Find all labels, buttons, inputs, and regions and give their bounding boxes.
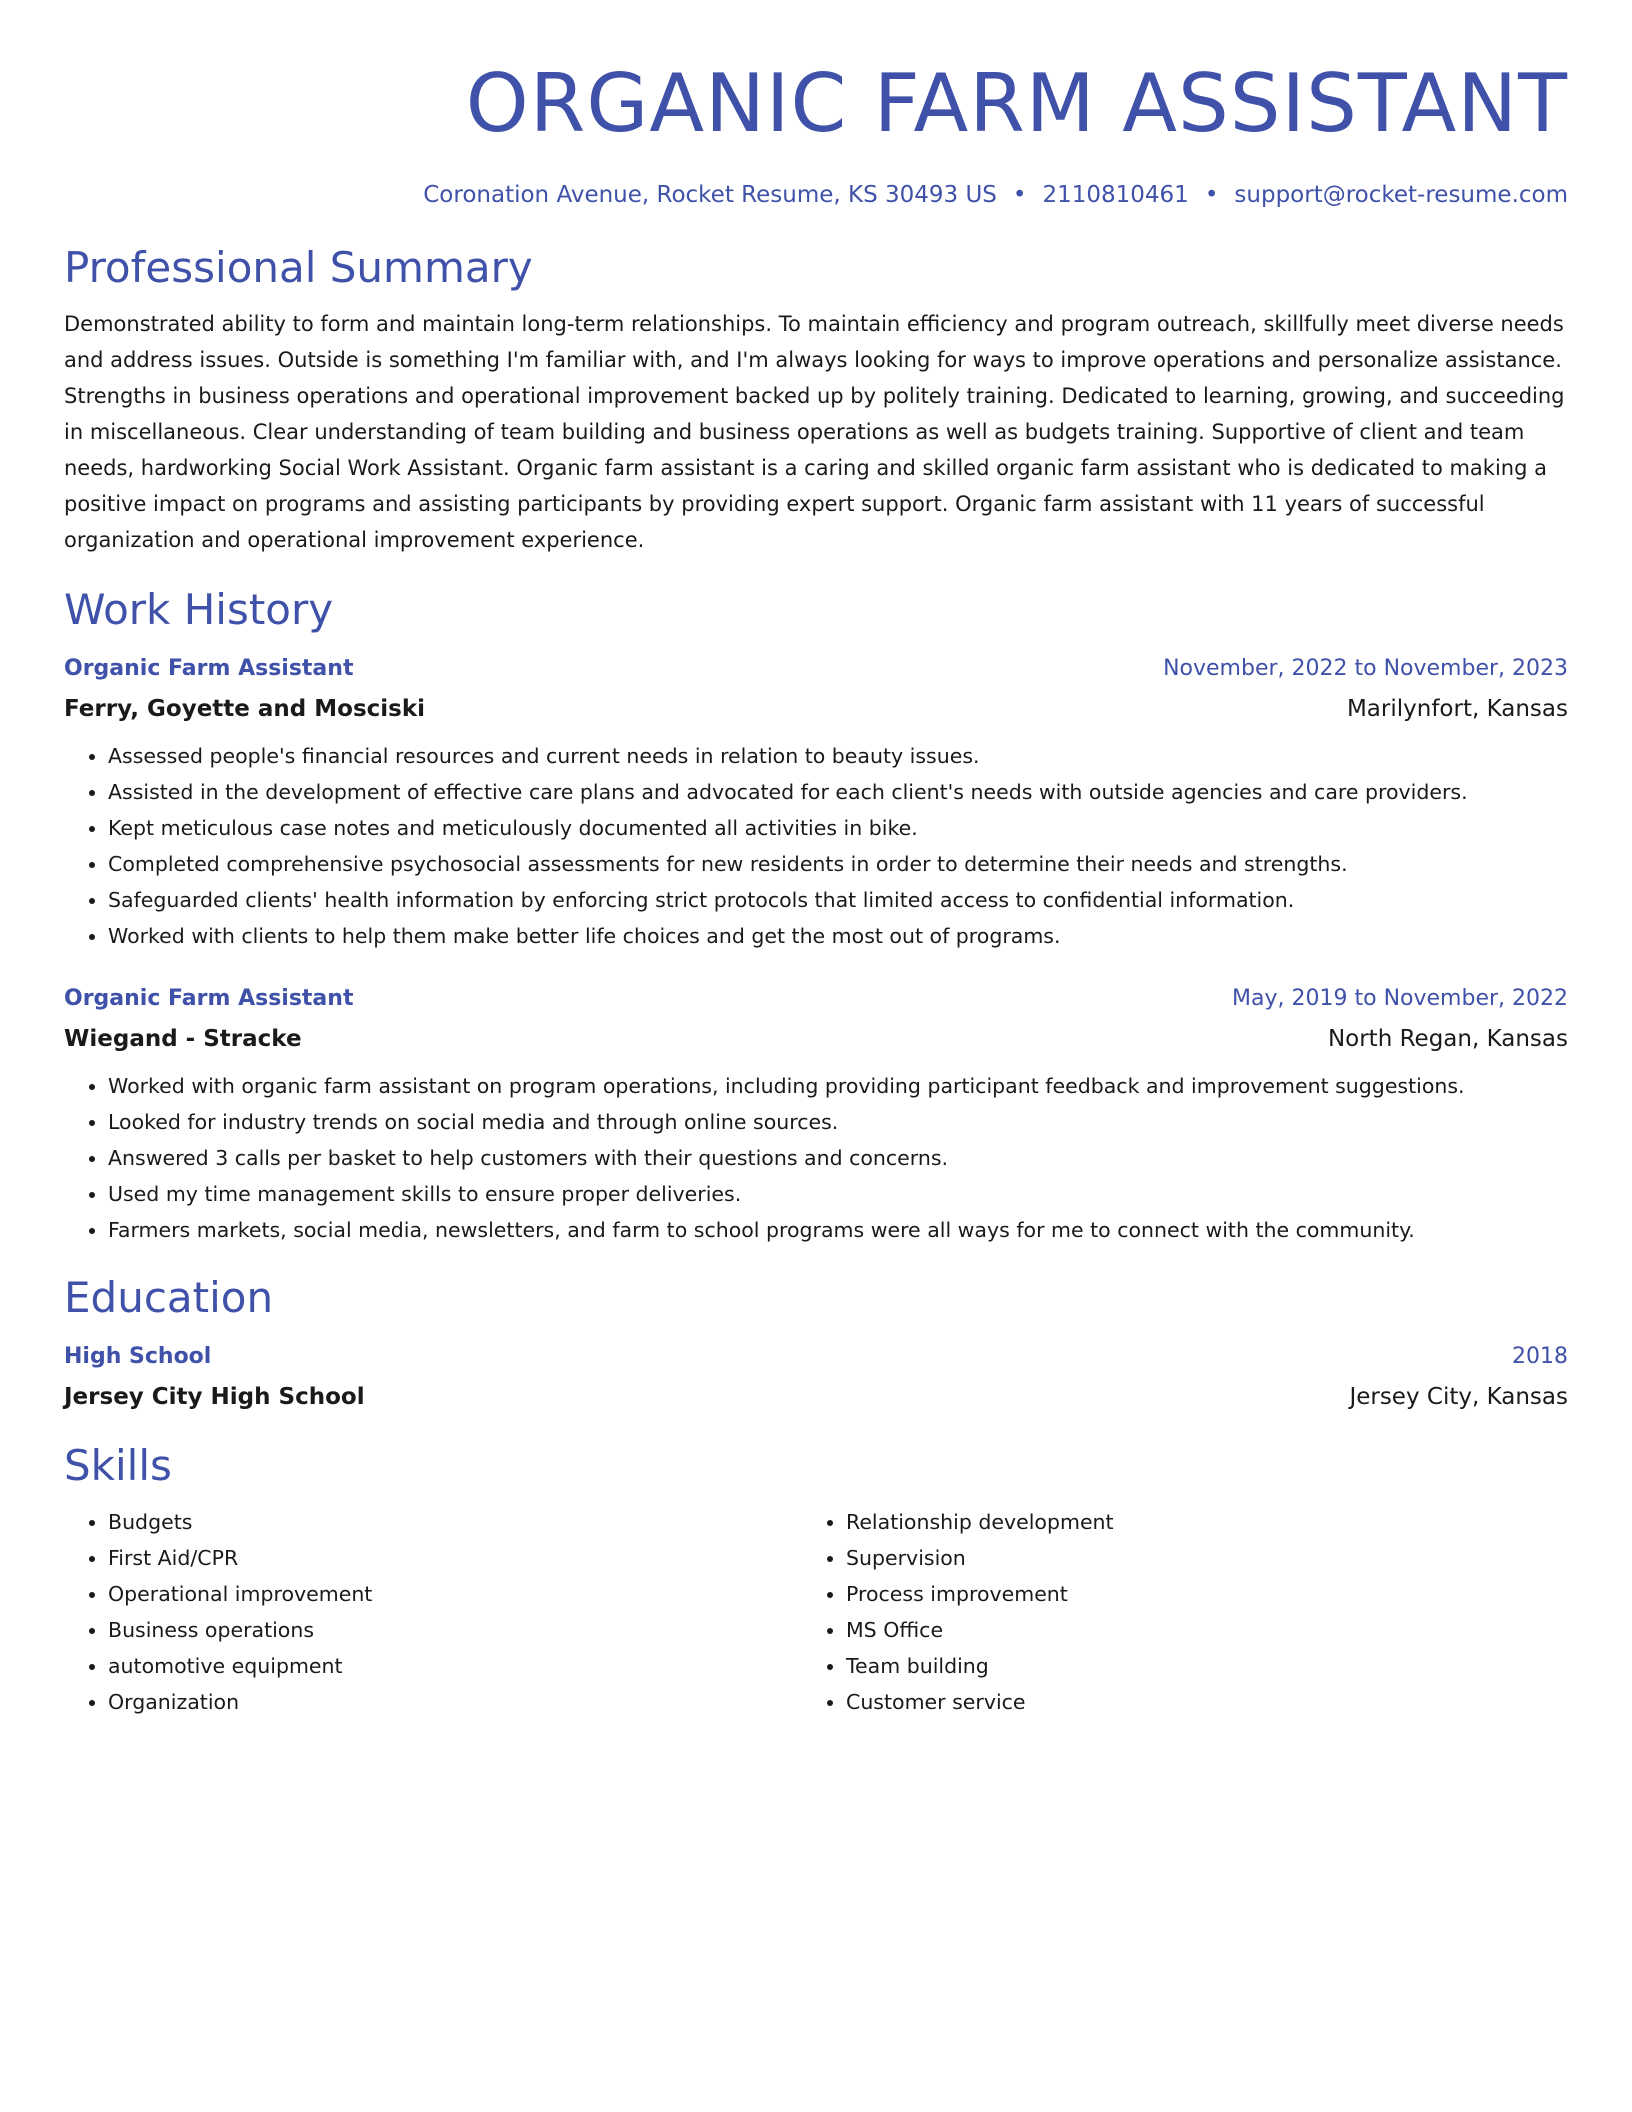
education-degree: High School bbox=[64, 1344, 212, 1369]
skill-item: • Process improvement bbox=[846, 1576, 1540, 1612]
separator-dot: • bbox=[1204, 182, 1219, 208]
skill-item: • Customer service bbox=[846, 1684, 1540, 1720]
skill-item: • Organization bbox=[108, 1684, 802, 1720]
list-item: • Worked with organic farm assistant on program operations, including providing participant feedback and improvement suggestions. bbox=[108, 1068, 1568, 1104]
skills-list bbox=[64, 1504, 1568, 1720]
address: Coronation Avenue, Rocket Resume, KS 30493 US bbox=[423, 182, 997, 208]
skill-item: • MS Office bbox=[846, 1612, 1540, 1648]
list-item: • Assessed people's financial resources and current needs in relation to beauty issues. bbox=[108, 738, 1568, 774]
email-link[interactable]: support@rocket-resume.com bbox=[1234, 182, 1568, 208]
skill-item: • Relationship development bbox=[846, 1504, 1540, 1540]
section-title-skills: Skills bbox=[64, 1441, 172, 1490]
education-location: Jersey City, Kansas bbox=[1349, 1384, 1568, 1410]
list-item: • Kept meticulous case notes and meticulously documented all activities in bike. bbox=[108, 810, 1568, 846]
list-item: • Looked for industry trends on social media and through online sources. bbox=[108, 1104, 1568, 1140]
job-dates: May, 2019 to November, 2022 bbox=[1232, 986, 1568, 1011]
job-entry bbox=[64, 654, 1568, 954]
skill-item: • Business operations bbox=[108, 1612, 802, 1648]
section-title-work: Work History bbox=[64, 585, 334, 634]
candidate-title: ORGANIC FARM ASSISTANT bbox=[465, 57, 1568, 150]
job-bullets bbox=[64, 1068, 1568, 1248]
list-item: • Completed comprehensive psychosocial assessments for new residents in order to determine their needs and strengths. bbox=[108, 846, 1568, 882]
job-company: Wiegand - Stracke bbox=[64, 1026, 302, 1052]
summary-text: Demonstrated ability to form and maintain long-term relationships. To maintain efficiency and program outreach, skillfully meet diverse needs and address issues. Outside is something I'm familiar with, and I'm always looking for ways to improve operations and personalize assistance. Strengths in business operations and operational improvement backed up by politely training. Dedicated to learning, growing, and succeeding in miscellaneous. Clear understanding of team building and business operations as well as budgets training. Supportive of client and team needs, hardworking Social Work Assistant. Organic farm assistant is a caring and skilled organic farm assistant who is dedicated to making a positive impact on programs and assisting participants by providing expert support. Organic farm assistant with 11 years of successful organization and operational improvement experience. bbox=[64, 312, 1565, 552]
skill-item: • Team building bbox=[846, 1648, 1540, 1684]
skill-item: • Operational improvement bbox=[108, 1576, 802, 1612]
job-company: Ferry, Goyette and Mosciski bbox=[64, 696, 426, 722]
list-item: • Assisted in the development of effective care plans and advocated for each client's needs with outside agencies and care providers. bbox=[108, 774, 1568, 810]
section-title-summary: Professional Summary bbox=[64, 243, 533, 292]
job-bullets bbox=[64, 738, 1568, 954]
job-location: Marilynfort, Kansas bbox=[1346, 696, 1568, 722]
skill-item: • Budgets bbox=[108, 1504, 802, 1540]
separator-dot: • bbox=[1012, 182, 1027, 208]
skills-column-left bbox=[64, 1504, 802, 1720]
list-item: • Safeguarded clients' health information by enforcing strict protocols that limited access to confidential information. bbox=[108, 882, 1568, 918]
job-dates: November, 2022 to November, 2023 bbox=[1163, 656, 1568, 681]
job-entry bbox=[64, 984, 1568, 1248]
skill-item: • First Aid/CPR bbox=[108, 1540, 802, 1576]
list-item: • Answered 3 calls per basket to help customers with their questions and concerns. bbox=[108, 1140, 1568, 1176]
skill-item: • automotive equipment bbox=[108, 1648, 802, 1684]
contact-line bbox=[64, 180, 1568, 210]
list-item: • Worked with clients to help them make better life choices and get the most out of programs. bbox=[108, 918, 1568, 954]
phone: 2110810461 bbox=[1042, 182, 1189, 208]
job-role: Organic Farm Assistant bbox=[64, 986, 354, 1011]
skill-item: • Supervision bbox=[846, 1540, 1540, 1576]
skills-column-right bbox=[802, 1504, 1540, 1720]
education-school: Jersey City High School bbox=[64, 1384, 365, 1410]
list-item: • Farmers markets, social media, newsletters, and farm to school programs were all ways for me to connect with the community. bbox=[108, 1212, 1568, 1248]
education-year: 2018 bbox=[1512, 1344, 1568, 1369]
job-location: North Regan, Kansas bbox=[1327, 1026, 1568, 1052]
education-entry bbox=[64, 1342, 1568, 1412]
job-role: Organic Farm Assistant bbox=[64, 656, 354, 681]
section-title-education: Education bbox=[64, 1273, 274, 1322]
list-item: • Used my time management skills to ensure proper deliveries. bbox=[108, 1176, 1568, 1212]
